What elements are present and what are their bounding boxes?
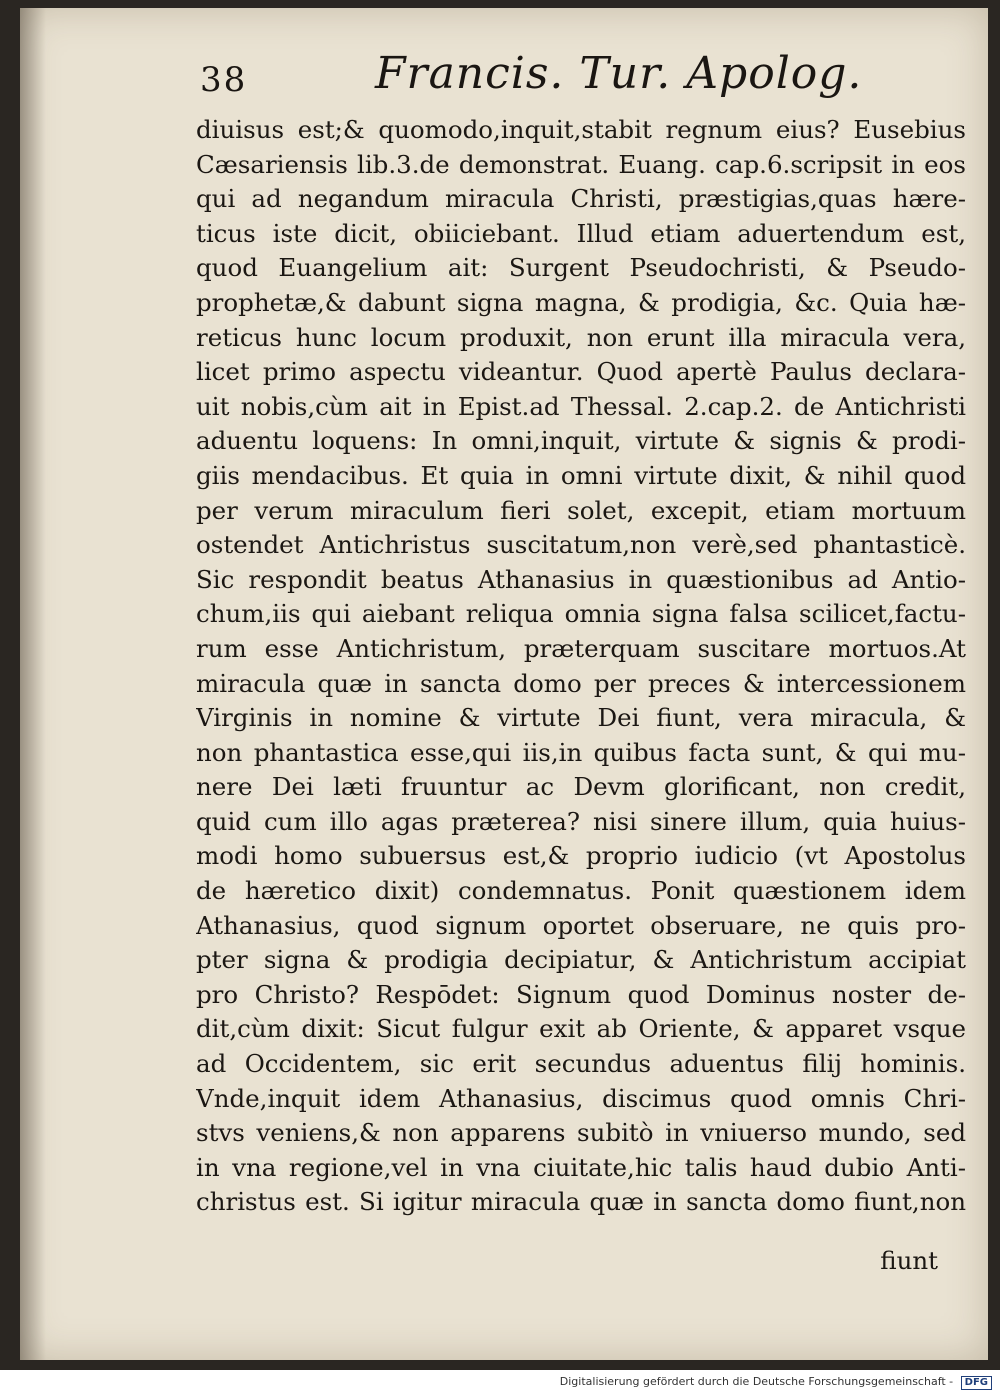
text-line: giis mendacibus. Et quia in omni virtute dixit, & nihil quod <box>196 460 966 490</box>
text-line: aduentu loquens: In omni,inquit, virtute & signis & prodi- <box>196 426 966 456</box>
text-line: modi homo subuersus est,& proprio iudicio (vt Apostolus <box>196 841 966 871</box>
text-line: in vna regione,vel in vna ciuitate,hic talis haud dubio Anti- <box>196 1152 966 1182</box>
page-header <box>20 48 988 118</box>
text-line: Virginis in nomine & virtute Dei fiunt, vera miracula, & <box>196 703 966 733</box>
text-line: de hæretico dixit) condemnatus. Ponit quæstionem idem <box>196 876 966 906</box>
text-line: rum esse Antichristum, præterquam suscitare mortuos.At <box>196 633 966 663</box>
text-line: chum,iis qui aiebant reliqua omnia signa falsa scilicet,factu- <box>196 599 966 629</box>
dfg-logo: DFG <box>961 1376 992 1390</box>
text-line: ticus iste dicit, obiiciebant. Illud etiam aduertendum est, <box>196 218 966 248</box>
text-line: prophetæ,& dabunt signa magna, & prodigia, &c. Quia hæ- <box>196 287 966 317</box>
running-title: Francis. Tur. Apolog. <box>375 48 863 99</box>
text-line: pro Christo? Respōdet: Signum quod Dominus noster de- <box>196 979 966 1009</box>
catchword: fiunt <box>880 1246 938 1275</box>
text-line: Vnde,inquit idem Athanasius, discimus quod omnis Chri- <box>196 1083 966 1113</box>
digitization-credit <box>0 1375 1000 1395</box>
text-line: Athanasius, quod signum oportet obseruare, ne quis pro- <box>196 910 966 940</box>
gutter-shadow <box>20 8 46 1360</box>
text-line: nere Dei læti fruuntur ac Devm glorificant, non credit, <box>196 772 966 802</box>
text-line: miracula quæ in sancta domo per preces & intercessionem <box>196 668 966 698</box>
text-line: ostendet Antichristus suscitatum,non verè,sed phantasticè. <box>196 530 966 560</box>
text-line: stvs veniens,& non apparens subitò in vniuerso mundo, sed <box>196 1118 966 1148</box>
text-line: Cæsariensis lib.3.de demonstrat. Euang. cap.6.scripsit in eos <box>196 149 966 179</box>
credit-text: Digitalisierung gefördert durch die Deutsche Forschungsgemeinschaft - <box>559 1375 954 1388</box>
text-line: ad Occidentem, sic erit secundus aduentus filij hominis. <box>196 1049 966 1079</box>
text-line: quod Euangelium ait: Surgent Pseudochristi, & Pseudo- <box>196 253 966 283</box>
text-line: christus est. Si igitur miracula quæ in sancta domo fiunt,non <box>196 1187 966 1217</box>
text-line: licet primo aspectu videantur. Quod apertè Paulus declara- <box>196 357 966 387</box>
text-line: uit nobis,cùm ait in Epist.ad Thessal. 2.cap.2. de Antichristi <box>196 391 966 421</box>
text-line: qui ad negandum miracula Christi, præstigias,quas hære- <box>196 184 966 214</box>
body-text <box>196 113 966 1220</box>
text-line: quid cum illo agas præterea? nisi sinere illum, quia huius- <box>196 806 966 836</box>
text-line: dit,cùm dixit: Sicut fulgur exit ab Oriente, & apparet vsque <box>196 1014 966 1044</box>
book-page <box>20 8 988 1360</box>
text-line: per verum miraculum fieri solet, excepit, etiam mortuum <box>196 495 966 525</box>
text-line: reticus hunc locum produxit, non erunt illa miracula vera, <box>196 322 966 352</box>
page-number: 38 <box>200 60 248 100</box>
text-line: Sic respondit beatus Athanasius in quæstionibus ad Antio- <box>196 564 966 594</box>
text-line: non phantastica esse,qui iis,in quibus facta sunt, & qui mu- <box>196 737 966 767</box>
text-line: diuisus est;& quomodo,inquit,stabit regnum eius? Eusebius <box>196 115 966 144</box>
text-line: pter signa & prodigia decipiatur, & Antichristum accipiat <box>196 945 966 975</box>
